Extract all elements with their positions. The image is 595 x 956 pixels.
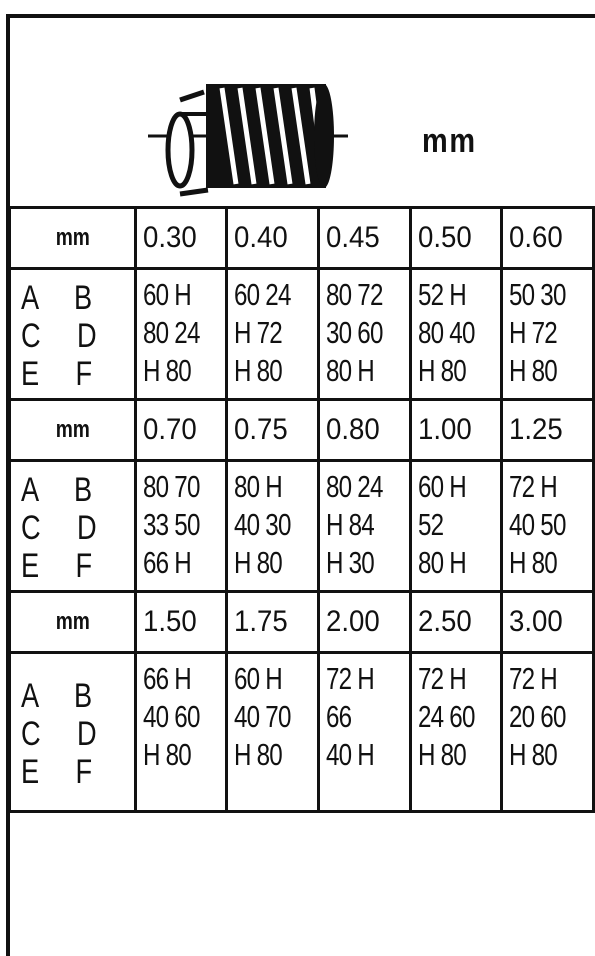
gear-combination-line: 60 H [417,469,466,504]
gear-combination-line: H 80 [234,737,283,772]
gear-combination-cell [227,461,319,592]
row-unit-label: mm [22,400,122,461]
gear-combination-line: 30 60 [325,315,383,350]
gear-combination-line: H 80 [417,353,466,388]
pitch-value-cell [410,592,502,653]
gear-combination-cell [135,461,227,592]
pitch-value-cell [502,592,594,653]
row-unit-label: mm [22,208,122,269]
gear-combination-line: 80 24 [142,315,200,350]
gear-combination-line: H 30 [325,545,374,580]
header-unit-label: mm [422,122,477,160]
gear-combination-line: 72 H [509,469,558,504]
pitch-row [10,592,594,653]
pitch-value-cell [227,592,319,653]
gear-combination-cell [410,461,502,592]
gear-combination-line: 24 60 [417,699,475,734]
gear-position-label: A B [21,677,107,715]
gear-combination-line: 80 72 [325,277,383,312]
gear-combination-line: H 80 [234,353,283,388]
pitch-value: 0.30 [142,221,197,254]
gear-combination-line: H 72 [234,315,283,350]
chart-header [10,18,595,208]
pitch-value-cell [318,208,410,269]
gear-position-label: C D [21,317,112,355]
gear-combination-cell [502,461,594,592]
pitch-value: 1.50 [142,605,197,638]
gear-combination-line: 80 40 [417,315,475,350]
pitch-value-cell [410,400,502,461]
pitch-value: 0.60 [509,221,564,254]
gear-combination-line: H 80 [142,353,191,388]
pitch-value-cell [135,400,227,461]
gear-combination-line: 33 50 [142,507,200,542]
gear-combination-cell [502,653,594,812]
gear-combination-line: H 80 [509,737,558,772]
gear-combination-line: 60 H [234,661,283,696]
gear-combination-line: H 80 [142,737,191,772]
gear-combination-line: 20 60 [509,699,566,734]
gear-combination-cell [502,269,594,400]
gear-row [10,461,594,592]
gear-combination-line: 52 H [417,277,466,312]
pitch-value-cell [502,400,594,461]
pitch-value: 0.40 [234,221,288,254]
pitch-value: 1.25 [509,413,564,446]
gear-combination-line: H 80 [234,545,283,580]
threaded-screw-icon [148,70,348,202]
gear-combination-cell [318,269,410,400]
gear-combination-line: 52 [417,507,443,542]
pitch-value: 0.70 [142,413,197,446]
pitch-value-cell [502,208,594,269]
gear-combination-line: 40 70 [234,699,291,734]
pitch-value-cell [410,208,502,269]
gear-combination-line: 66 [325,699,352,734]
pitch-value: 0.50 [417,221,472,254]
gear-combination-cell [410,269,502,400]
gear-position-label: E F [21,355,107,393]
gear-position-labels [10,461,136,592]
pitch-value: 0.75 [234,413,288,446]
gear-combination-line: 60 H [142,277,191,312]
gear-row [10,269,594,400]
gear-position-labels [10,269,136,400]
gear-combination-line: 66 H [142,661,191,696]
gear-combination-line: 80 H [325,353,374,388]
gear-combination-line: 72 H [417,661,466,696]
gear-combination-line: 60 24 [234,277,291,312]
row-unit-label: mm [22,592,122,653]
gear-combination-line: H 80 [509,353,558,388]
gear-combination-line: 80 70 [142,469,200,504]
gear-combination-line: 72 H [325,661,374,696]
gear-combination-line: 40 50 [509,507,566,542]
gear-combination-cell [410,653,502,812]
gear-position-labels [10,653,136,812]
gear-combination-line: H 80 [509,545,558,580]
pitch-value-cell [227,400,319,461]
gear-combination-line: H 80 [417,737,466,772]
pitch-value: 0.80 [325,413,380,446]
gear-combination-cell [135,269,227,400]
pitch-value-cell [318,400,410,461]
gear-position-label: C D [21,715,112,753]
pitch-value: 0.45 [325,221,380,254]
gear-combination-line: 40 30 [234,507,291,542]
gear-combination-line: 80 H [417,545,466,580]
gear-combination-cell [318,461,410,592]
pitch-row [10,400,594,461]
gear-combination-line: H 72 [509,315,558,350]
pitch-value: 2.00 [325,605,380,638]
gear-combination-cell [135,653,227,812]
gear-combination-line: 50 30 [509,277,566,312]
gear-combination-cell [227,653,319,812]
pitch-value: 3.00 [509,605,564,638]
pitch-value: 2.50 [417,605,472,638]
gear-combination-line: 66 H [142,545,191,580]
gear-position-label: C D [21,509,112,547]
pitch-value-cell [135,208,227,269]
gear-position-label: A B [21,279,107,317]
pitch-value: 1.75 [234,605,288,638]
gear-position-label: E F [21,547,107,585]
gear-combination-cell [227,269,319,400]
gear-combination-cell [318,653,410,812]
pitch-value-cell [318,592,410,653]
pitch-row [10,208,594,269]
gear-combination-line: 40 60 [142,699,200,734]
pitch-value-cell [227,208,319,269]
pitch-value: 1.00 [417,413,472,446]
gear-combination-line: H 84 [325,507,374,542]
gear-combination-line: 80 H [234,469,283,504]
gear-position-label: E F [21,753,107,791]
gear-position-label: A B [21,471,107,509]
gear-combination-line: 40 H [325,737,374,772]
pitch-value-cell [135,592,227,653]
gear-combination-line: 72 H [509,661,558,696]
gear-table [8,206,595,813]
gear-combination-line: 80 24 [325,469,383,504]
gear-row [10,653,594,812]
